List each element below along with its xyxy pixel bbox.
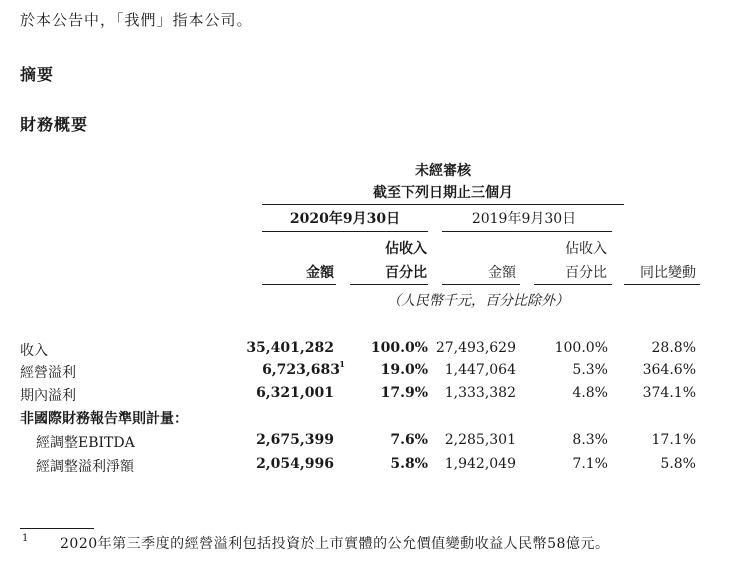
pct-2019: 7.1% <box>572 456 608 472</box>
non-ifrs-heading: 非國際財務報告準則計量： <box>20 411 188 427</box>
amount-2020: 6,321,001 <box>256 385 334 401</box>
header-rule-pct-2020 <box>350 284 428 285</box>
header-amount-2019: 金額 <box>488 265 516 281</box>
row-label: 收入 <box>20 343 48 359</box>
header-pct-2019-line1: 佔收入 <box>565 241 607 257</box>
header-rule-yoy <box>624 284 700 285</box>
table-row-adjusted-ebitda <box>0 432 738 454</box>
amount-2019: 1,447,064 <box>444 362 516 378</box>
table-row-adjusted-net-profit <box>0 456 738 478</box>
header-pct-2020-line1: 佔收入 <box>385 241 427 257</box>
pct-2019: 4.8% <box>572 385 608 401</box>
amount-2019: 1,333,382 <box>444 385 516 401</box>
unit-note: （人民幣千元，百分比除外） <box>387 293 569 309</box>
yoy-change: 17.1% <box>651 432 696 448</box>
pct-2019: 5.3% <box>572 362 608 378</box>
yoy-change: 28.8% <box>651 340 696 356</box>
row-label: 經營溢利 <box>20 365 76 381</box>
pct-2019: 100.0% <box>554 340 608 356</box>
header-rule-2019 <box>442 231 612 232</box>
yoy-change: 364.6% <box>642 362 696 378</box>
header-rule-pct-2019 <box>534 284 612 285</box>
amount-2019: 27,493,629 <box>435 340 516 356</box>
amount-2019: 1,942,049 <box>444 456 516 472</box>
pct-2020: 7.6% <box>390 432 428 448</box>
footnote-mark: 1 <box>22 533 29 544</box>
footnote-divider <box>20 528 94 529</box>
yoy-change: 5.8% <box>660 456 696 472</box>
pct-2020: 19.0% <box>380 362 428 378</box>
header-rule-amount-2020 <box>262 284 336 285</box>
table-row-operating-profit <box>0 359 738 384</box>
header-rule-2020 <box>262 231 428 232</box>
pct-2020: 5.8% <box>390 456 428 472</box>
amount-2020: 35,401,282 <box>246 340 334 356</box>
amount-2020: 6,723,683 <box>262 362 340 378</box>
header-unaudited: 未經審核 <box>415 163 471 179</box>
footnote-ref: 1 <box>339 359 345 369</box>
table-row-revenue <box>0 340 738 362</box>
table-row-non-ifrs-heading <box>0 408 738 430</box>
intro-text: 於本公告中，「我們」指本公司。 <box>20 11 253 29</box>
table-row-profit-for-period <box>0 385 738 407</box>
pct-2019: 8.3% <box>572 432 608 448</box>
header-date-2019: 2019年9月30日 <box>471 211 577 227</box>
summary-heading: 摘要 <box>20 65 55 84</box>
footnote-text: 2020年第三季度的經營溢利包括投資於上市實體的公允價值變動收益人民幣58億元。 <box>60 536 610 552</box>
header-rule-amount-2019 <box>442 284 520 285</box>
header-pct-2019-line2: 百分比 <box>565 265 607 281</box>
amount-2020: 2,675,399 <box>256 432 334 448</box>
header-pct-2020-line2: 百分比 <box>385 265 427 281</box>
row-label: 經調整溢利淨額 <box>36 459 134 475</box>
row-label: 期內溢利 <box>20 388 76 404</box>
amount-2019: 2,285,301 <box>444 432 516 448</box>
header-amount-2020: 金額 <box>306 265 334 281</box>
header-period: 截至下列日期止三個月 <box>373 185 513 201</box>
header-date-2020: 2020年9月30日 <box>289 211 401 227</box>
header-rule-top <box>262 204 624 205</box>
amount-2020: 2,054,996 <box>256 456 334 472</box>
header-yoy: 同比變動 <box>640 265 696 281</box>
financial-summary-heading: 財務概要 <box>20 115 89 134</box>
pct-2020: 100.0% <box>370 340 428 356</box>
pct-2020: 17.9% <box>380 385 428 401</box>
yoy-change: 374.1% <box>642 385 696 401</box>
row-label: 經調整EBITDA <box>36 435 135 451</box>
